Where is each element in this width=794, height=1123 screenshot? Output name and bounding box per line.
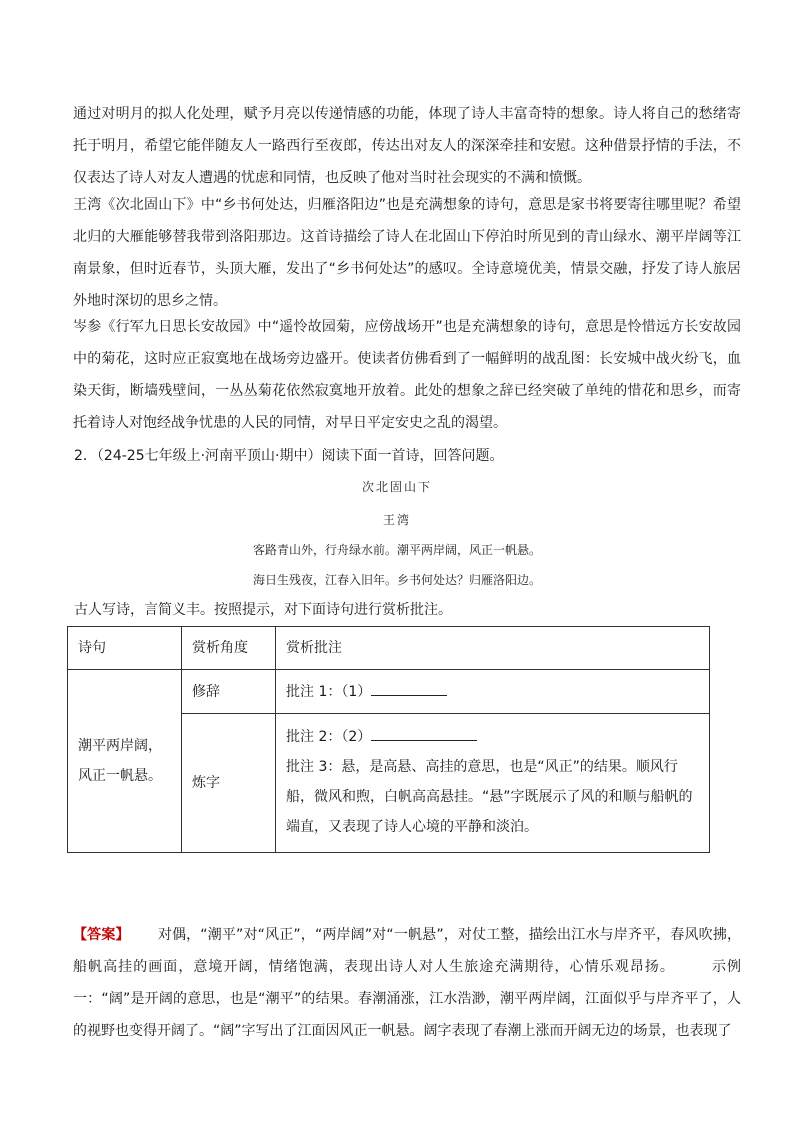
note-2-label: 批注 2：（2） xyxy=(286,729,372,745)
body-paragraph-3: 岑参《行军九日思长安故园》中“遥怜故园菊，应傍战场开”也是充满想象的诗句，意思是怜惜远方长安故园中的菊花，这时应正寂寞地在战场旁边盛开。使读者仿佛看到了一幅鲜明的战乱图：长安城中战火纷飞，血染天街，断墙残壁间，一丛丛菊花依然寂寞地开放着。此处的想象之辞已经突破了单纯的惜花和思乡，而寄托着诗人对饱经战争忧患的人民的同情，对早日平定安史之乱的渴望。 xyxy=(73,319,741,431)
header-notes: 赏析批注 xyxy=(276,627,710,670)
poem-title: 次北固山下 xyxy=(361,480,432,494)
instruction-text: 古人写诗，言简义丰。按照提示，对下面诗句进行赏析批注。 xyxy=(74,602,452,618)
header-angle: 赏析角度 xyxy=(182,627,276,670)
angle-word-choice: 炼字 xyxy=(182,714,276,853)
poem-line-2: 海日生残夜，江春入旧年。乡书何处达？归雁洛阳边。 xyxy=(252,573,541,587)
body-paragraph-1: 通过对明月的拟人化处理，赋予月亮以传递情感的功能，体现了诗人丰富奇特的想象。诗人将自己的愁绪寄托于明月，希望它能伴随友人一路西行至夜郎，传达出对友人的深深牵挂和安慰。这种借景抒情的手法，不仅表达了诗人对友人遭遇的忧虑和同情，也反映了他对当时社会现实的不满和愤慨。 xyxy=(73,106,741,186)
body-paragraph-2: 王湾《次北固山下》中“乡书何处达，归雁洛阳边”也是充满想象的诗句，意思是家书将要寄往哪里呢？希望北归的大雁能够替我带到洛阳那边。这首诗描绘了诗人在北固山下停泊时所见到的青山绿水、潮平岸阔等江南景象，但时近春节，头顶大雁，发出了“乡书何处达”的感叹。全诗意境优美，情景交融，抒发了诗人旅居外地时深切的思乡之情。 xyxy=(73,197,741,309)
question-line xyxy=(74,444,504,468)
angle-rhetoric: 修辞 xyxy=(182,670,276,714)
note-2-blank[interactable] xyxy=(371,724,477,741)
note-3-text: 批注 3：悬，是高悬、高挂的意思，也是“风正”的结果。顺风行船，微风和煦，白帆高高悬挂。“悬”字既展示了风的和顺与船帆的端直，又表现了诗人心境的平静和淡泊。 xyxy=(286,759,693,835)
annotation-table xyxy=(67,626,710,853)
note-2-line xyxy=(286,722,699,752)
answer-tag: 【答案】 xyxy=(73,927,130,943)
poem-line-1: 客路青山外，行舟绿水前。潮平两岸阔，风正一帆悬。 xyxy=(252,543,541,557)
question-number: 2． xyxy=(74,448,97,464)
header-verse: 诗句 xyxy=(68,627,182,670)
note-1-cell xyxy=(276,670,710,714)
answer-block xyxy=(73,919,741,1047)
note-2-3-cell xyxy=(276,714,710,853)
answer-part-1: 对偶，“潮平”对“风正”，“两岸阔”对“一帆悬”，对仗工整，描绘出江水与岸齐平，春风吹拂，船帆高挂的画面，意境开阔，情绪饱满，表现出诗人对人生旅途充满期待，心情乐观昂扬。 xyxy=(73,927,741,975)
question-source: （24-25七年级上·河南平顶山·期中） xyxy=(96,448,322,464)
question-text: 阅读下面一首诗，回答问题。 xyxy=(321,448,504,464)
note-1-label: 批注 1：（1） xyxy=(286,683,372,700)
verse-cell: 潮平两岸阔，风正一帆悬。 xyxy=(68,670,182,853)
note-1-blank[interactable] xyxy=(371,679,447,696)
poem-author: 王湾 xyxy=(382,513,411,527)
answer-part-2: 示例一：“阔”是开阔的意思，也是“潮平”的结果。春潮涌涨，江水浩渺，潮平两岸阔，江面似乎与岸齐平了，人的视野也变得开阔了。“阔”字写出了江面因风正一帆悬。阔字表现了春潮上涨而开阔无边的场景，也表现了 xyxy=(73,959,742,1039)
